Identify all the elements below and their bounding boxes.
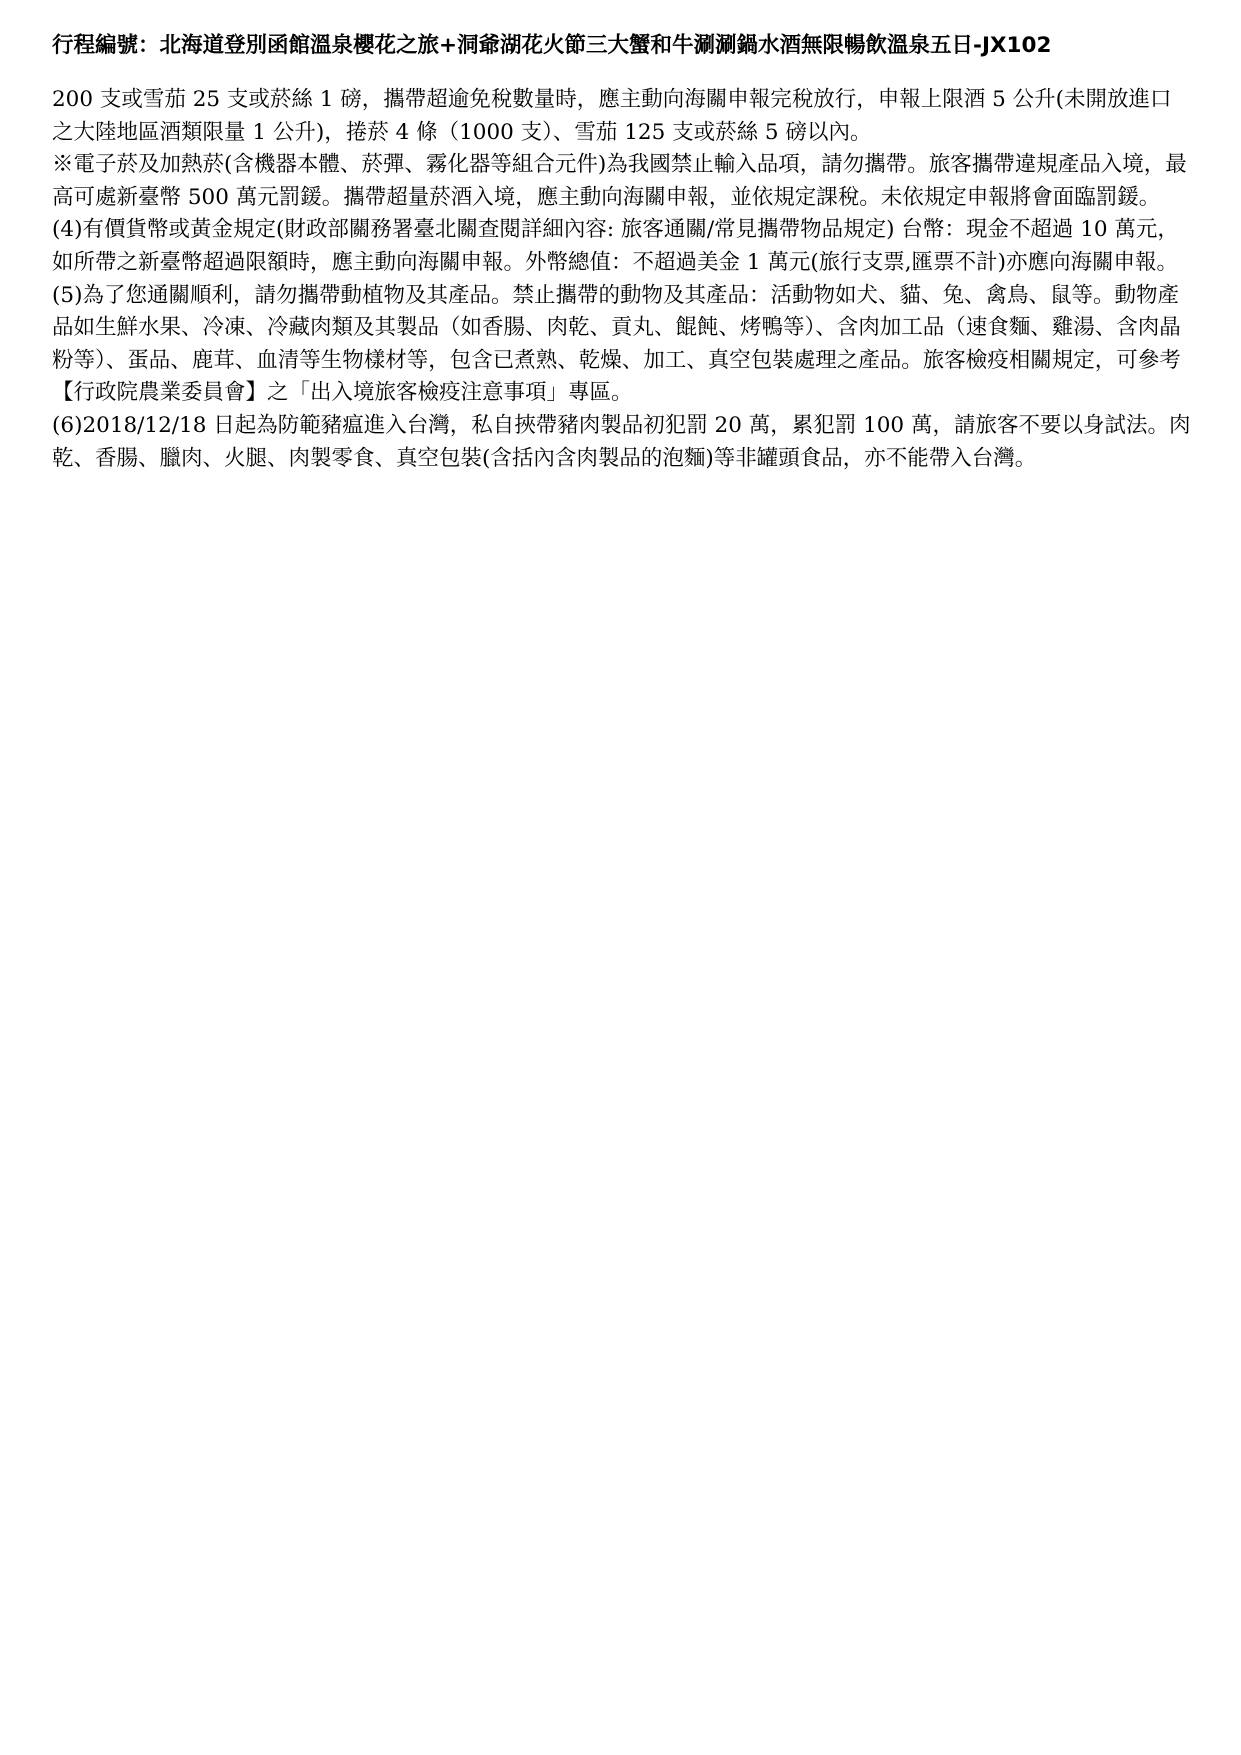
paragraph-animal-plant-products: (5)為了您通關順利，請勿攜帶動植物及其產品。禁止攜帶的動物及其產品：活動物如犬、貓、兔、禽鳥、鼠等。動物產品如生鮮水果、冷凍、冷藏肉類及其製品（如香腸、肉乾、貢丸、餛飩、烤鴨等）、含肉加工品（速食麵、雞湯、含肉晶粉等）、蛋品、鹿茸、血清等生物樣材等，包含已煮熟、乾燥、加工、真空包裝處理之產品。旅客檢疫相關規定，可參考【行政院農業委員會】之「出入境旅客檢疫注意事項」專區。 xyxy=(52,282,1181,406)
paragraph-tobacco-allowance: 200 支或雪茄 25 支或菸絲 1 磅，攜帶超逾免稅數量時，應主動向海關申報完稅放行，申報上限酒 5 公升(未開放進口之大陸地區酒類限量 1 公升)，捲菸 4 條（1000 支）、雪茄 125 支或菸絲 5 磅以內。 xyxy=(52,87,1172,145)
document-body xyxy=(52,84,1192,475)
document-page xyxy=(52,28,1192,475)
paragraph-pork-products-ban: (6)2018/12/18 日起為防範豬瘟進入台灣，私自挾帶豬肉製品初犯罰 20 萬，累犯罰 100 萬，請旅客不要以身試法。肉乾、香腸、臘肉、火腿、肉製零食、真空包裝(含括內含肉製品的泡麵)等非罐頭食品，亦不能帶入台灣。 xyxy=(52,412,1191,471)
paragraph-e-cigarette-notice: ※電子菸及加熱菸(含機器本體、菸彈、霧化器等組合元件)為我國禁止輸入品項，請勿攜帶。旅客攜帶違規產品入境，最高可處新臺幣 500 萬元罰鍰。攜帶超量菸酒入境，應主動向海關申報，並依規定課稅。未依規定申報將會面臨罰鍰。 xyxy=(52,152,1187,210)
itinerary-title: 行程編號：北海道登別函館溫泉櫻花之旅+洞爺湖花火節三大蟹和牛涮涮鍋水酒無限暢飲溫泉五日-JX102 xyxy=(52,33,1052,58)
paragraph-currency-rules: (4)有價貨幣或黃金規定(財政部關務署臺北關查閱詳細內容: 旅客通關/常見攜帶物品規定) 台幣：現金不超過 10 萬元，如所帶之新臺幣超過限額時，應主動向海關申報。外幣總值：不超過美金 1 萬元(旅行支票,匯票不計)亦應向海關申報。 xyxy=(52,217,1179,275)
